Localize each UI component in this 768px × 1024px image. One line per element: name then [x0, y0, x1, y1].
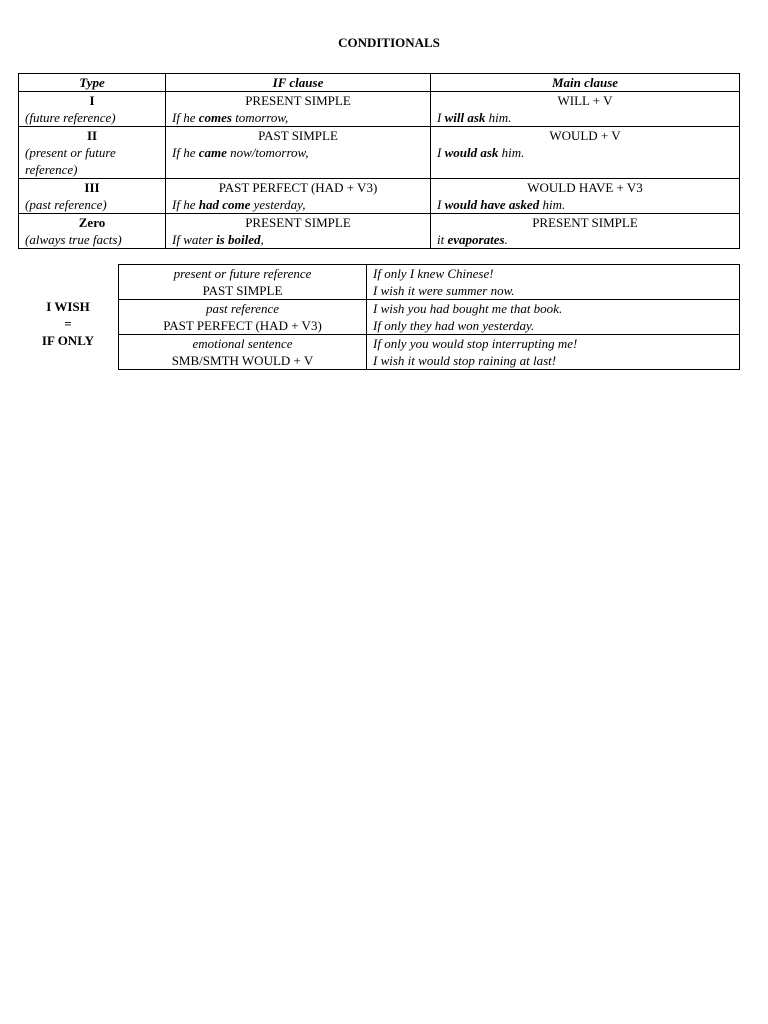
main-clause-cell — [431, 92, 740, 127]
form-cell — [119, 335, 367, 370]
header-if-clause: IF clause — [166, 74, 431, 92]
form-cell — [119, 265, 367, 300]
type-label: III — [84, 180, 100, 195]
type-cell — [19, 214, 166, 249]
example-line: I wish it were summer now. — [373, 283, 515, 298]
if-clause-cell — [166, 214, 431, 249]
type-cell — [19, 92, 166, 127]
if-form: PRESENT SIMPLE — [245, 93, 351, 108]
table-header-row — [19, 74, 740, 92]
if-example: If he came now/tomorrow, — [172, 145, 309, 160]
type-label: I — [89, 93, 95, 108]
conditionals-table — [18, 73, 740, 249]
i-wish-table — [118, 264, 740, 370]
table-row — [119, 265, 740, 300]
if-form: PAST SIMPLE — [258, 128, 338, 143]
type-cell — [19, 127, 166, 179]
type-label: Zero — [78, 215, 106, 230]
example-cell — [367, 265, 740, 300]
table-row — [19, 127, 740, 179]
main-clause-cell — [431, 179, 740, 214]
main-example: I will ask him. — [437, 110, 512, 125]
example-cell — [367, 335, 740, 370]
main-clause-cell — [431, 127, 740, 179]
if-example: If water is boiled, — [172, 232, 264, 247]
if-form: PRESENT SIMPLE — [245, 215, 351, 230]
example-line: If only I knew Chinese! — [373, 266, 494, 281]
example-line: I wish it would stop raining at last! — [373, 353, 557, 368]
example-line: If only they had won yesterday. — [373, 318, 535, 333]
if-clause-cell — [166, 179, 431, 214]
example-cell — [367, 300, 740, 335]
main-form: WOULD + V — [549, 128, 621, 143]
i-wish-label: I WISH = IF ONLY — [41, 299, 95, 348]
if-example: If he comes tomorrow, — [172, 110, 289, 125]
if-clause-cell — [166, 92, 431, 127]
main-form: WILL + V — [557, 93, 613, 108]
table-row — [19, 92, 740, 127]
if-clause-cell — [166, 127, 431, 179]
example-line: If only you would stop interrupting me! — [373, 336, 578, 351]
header-type: Type — [19, 74, 166, 92]
main-form: WOULD HAVE + V3 — [527, 180, 643, 195]
header-main-clause: Main clause — [431, 74, 740, 92]
form-label: PAST PERFECT (HAD + V3) — [163, 318, 322, 333]
type-cell — [19, 179, 166, 214]
example-line: I wish you had bought me that book. — [373, 301, 563, 316]
reference-note: past reference — [205, 301, 280, 316]
table-row — [119, 335, 740, 370]
type-note: (past reference) — [25, 197, 107, 212]
main-example: I would ask him. — [437, 145, 525, 160]
if-example: If he had come yesterday, — [172, 197, 306, 212]
table-row — [119, 300, 740, 335]
type-note: (future reference) — [25, 110, 116, 125]
main-example: I would have asked him. — [437, 197, 566, 212]
main-example: it evaporates. — [437, 232, 508, 247]
type-note: (present or future — [25, 145, 116, 160]
main-form: PRESENT SIMPLE — [532, 215, 638, 230]
reference-note: present or future reference — [173, 266, 312, 281]
table-row — [19, 214, 740, 249]
type-label: II — [86, 128, 98, 143]
main-clause-cell — [431, 214, 740, 249]
form-cell — [119, 300, 367, 335]
page-title: CONDITIONALS — [338, 35, 440, 50]
reference-note: emotional sentence — [192, 336, 293, 351]
form-label: PAST SIMPLE — [202, 283, 283, 298]
table-row — [19, 179, 740, 214]
if-form: PAST PERFECT (HAD + V3) — [218, 180, 378, 195]
form-label: SMB/SMTH WOULD + V — [171, 353, 314, 368]
type-note: reference) — [25, 162, 78, 177]
type-note: (always true facts) — [25, 232, 122, 247]
